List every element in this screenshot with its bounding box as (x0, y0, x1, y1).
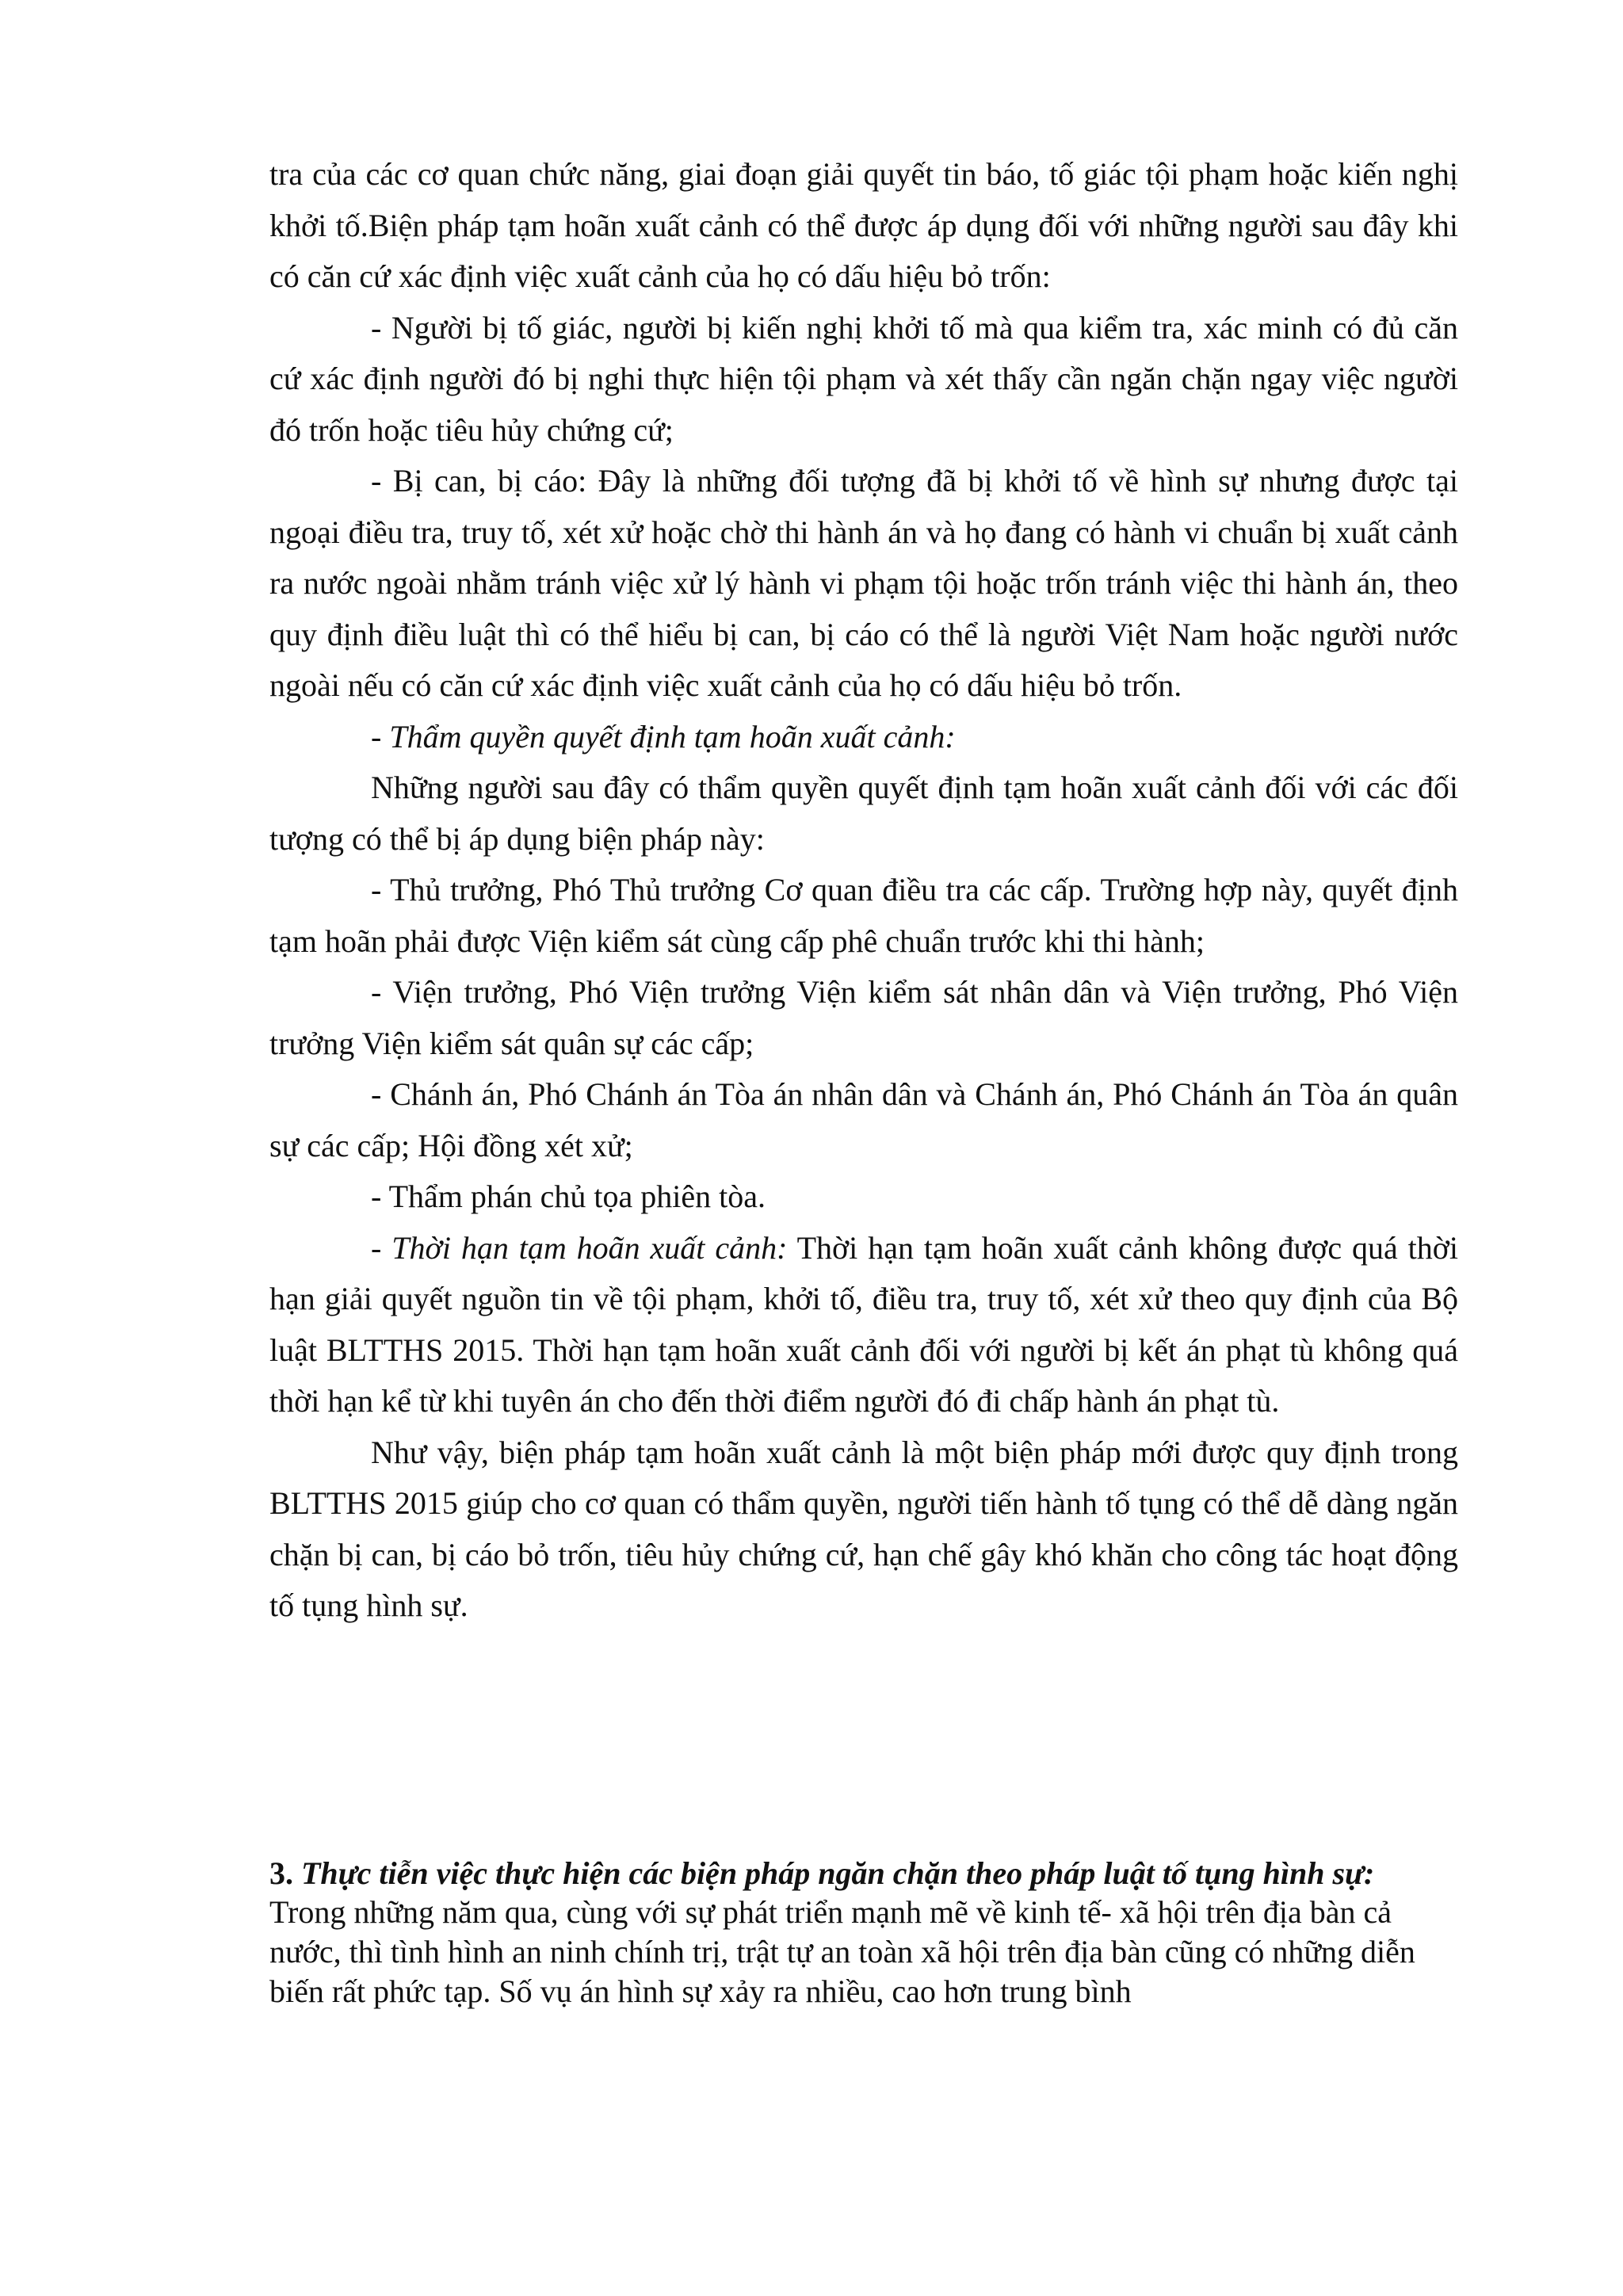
section-title: Thực tiễn việc thực hiện các biện pháp ngăn chặn theo pháp luật tố tụng hình sự: (293, 1855, 1375, 1891)
paragraph: - Bị can, bị cáo: Đây là những đối tượng đã bị khởi tố về hình sự nhưng được tại ngoại điều tra, truy tố, xét xử hoặc chờ thi hành án và họ đang có hành vi chuẩn bị xuất cảnh ra nước ngoài nhằm tránh việc xử lý hành vi phạm tội hoặc trốn tránh việc thi hành án, theo quy định điều luật thì có thể hiểu bị can, bị cáo có thể là người Việt Nam hoặc người nước ngoài nếu có căn cứ xác định việc xuất cảnh của họ có dấu hiệu bỏ trốn. (269, 463, 1458, 703)
paragraph-text: Thời hạn tạm hoãn xuất cảnh không được quá thời hạn giải quyết nguồn tin về tội phạm, khởi tố, điều tra, truy tố, xét xử theo quy định của Bộ luật BLTTHS 2015. Thời hạn tạm hoãn xuất cảnh đối với người bị kết án phạt tù không quá thời hạn kể từ khi tuyên án cho đến thời điểm người đó đi chấp hành án phạt tù. (269, 1229, 1459, 1419)
subheading-time-limit: - Thời hạn tạm hoãn xuất cảnh: (371, 1229, 788, 1266)
paragraph: Những người sau đây có thẩm quyền quyết định tạm hoãn xuất cảnh đối với các đối tượng có thể bị áp dụng biện pháp này: (269, 770, 1458, 857)
section-body: Trong những năm qua, cùng với sự phát triển mạnh mẽ về kinh tế- xã hội trên địa bàn cả nước, thì tình hình an ninh chính trị, trật tự an toàn xã hội trên địa bàn cũng có những diễn biến rất phức tạp. Số vụ án hình sự xảy ra nhiều, cao hơn trung bình (269, 1894, 1415, 2009)
list-item: - Thẩm phán chủ tọa phiên tòa. (371, 1179, 766, 1214)
paragraph: tra của các cơ quan chức năng, giai đoạn giải quyết tin báo, tố giác tội phạm hoặc kiến nghị khởi tố.Biện pháp tạm hoãn xuất cảnh có thể được áp dụng đối với những người sau đây khi có căn cứ xác định việc xuất cảnh của họ có dấu hiệu bỏ trốn: (269, 156, 1458, 294)
subheading-authority: - Thẩm quyền quyết định tạm hoãn xuất cảnh: (371, 718, 956, 755)
body-text (269, 149, 1458, 1632)
section-3 (269, 1855, 1458, 2011)
list-item: - Thủ trưởng, Phó Thủ trưởng Cơ quan điều tra các cấp. Trường hợp này, quyết định tạm hoãn phải được Viện kiểm sát cùng cấp phê chuẩn trước khi thi hành; (269, 872, 1458, 959)
section-heading (269, 1855, 1458, 1893)
list-item: - Chánh án, Phó Chánh án Tòa án nhân dân và Chánh án, Phó Chánh án Tòa án quân sự các cấp; Hội đồng xét xử; (269, 1076, 1458, 1163)
paragraph: Như vậy, biện pháp tạm hoãn xuất cảnh là một biện pháp mới được quy định trong BLTTHS 2015 giúp cho cơ quan có thẩm quyền, người tiến hành tố tụng có thể dễ dàng ngăn chặn bị can, bị cáo bỏ trốn, tiêu hủy chứng cứ, hạn chế gây khó khăn cho công tác hoạt động tố tụng hình sự. (269, 1434, 1458, 1623)
paragraph: - Người bị tố giác, người bị kiến nghị khởi tố mà qua kiểm tra, xác minh có đủ căn cứ xác định người đó bị nghi thực hiện tội phạm và xét thấy cần ngăn chặn ngay việc người đó trốn hoặc tiêu hủy chứng cứ; (269, 309, 1458, 448)
list-item: - Viện trưởng, Phó Viện trưởng Viện kiểm sát nhân dân và Viện trưởng, Phó Viện trưởng Viện kiểm sát quân sự các cấp; (269, 974, 1458, 1061)
paragraph-time-limit (269, 1223, 1458, 1427)
section-number: 3. (269, 1855, 293, 1891)
